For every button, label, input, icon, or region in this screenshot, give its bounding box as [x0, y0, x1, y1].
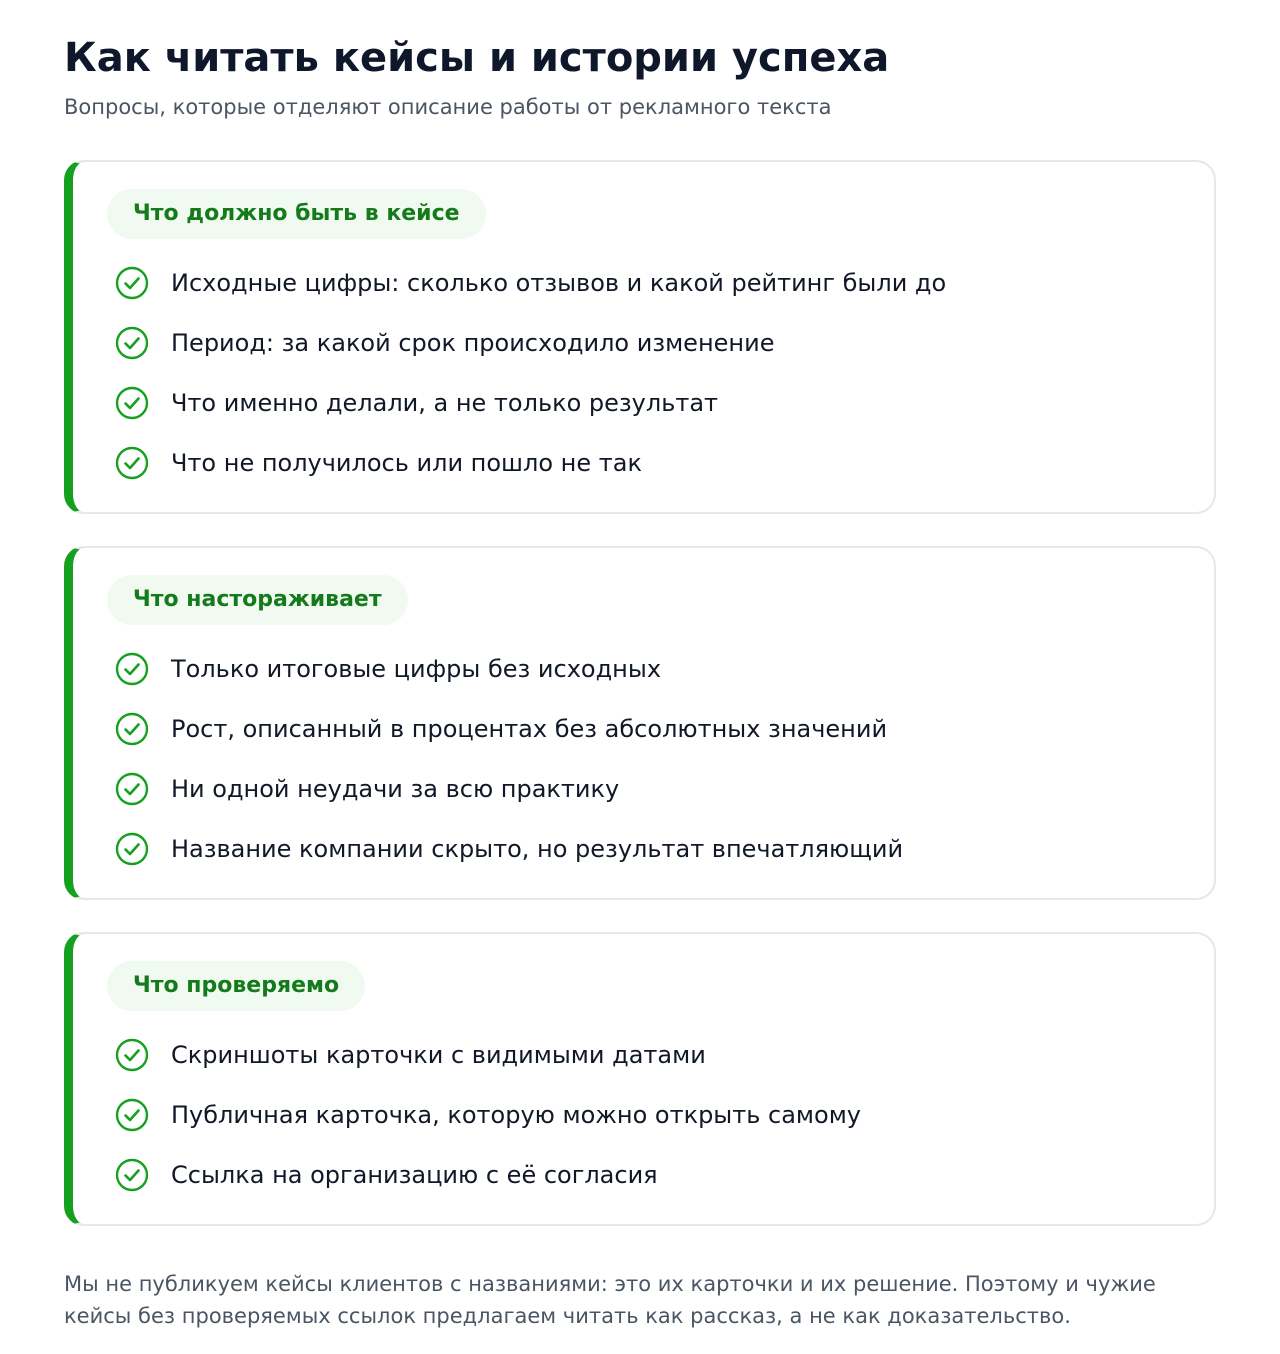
check-circle-icon [115, 446, 149, 480]
list-item-text: Период: за какой срок происходило изменение [171, 329, 775, 357]
check-circle-icon [115, 1098, 149, 1132]
page-subtitle: Вопросы, которые отделяют описание работы от рекламного текста [64, 95, 832, 119]
check-circle-icon [115, 326, 149, 360]
check-circle-icon [115, 832, 149, 866]
list-item [107, 1145, 1174, 1205]
list-item-text: Название компании скрыто, но результат впечатляющий [171, 835, 904, 863]
check-circle-icon [115, 772, 149, 806]
list-item [107, 639, 1174, 699]
section-heading: Что проверяемо [107, 961, 365, 1011]
list-item [107, 1025, 1174, 1085]
list-item-text: Что не получилось или пошло не так [171, 449, 642, 477]
section-list [107, 639, 1174, 879]
list-item-text: Ни одной неудачи за всю практику [171, 775, 620, 803]
list-item [107, 1085, 1174, 1145]
section-card [64, 546, 1216, 900]
list-item-text: Ссылка на организацию с её согласия [171, 1161, 658, 1189]
section-list [107, 253, 1174, 493]
section-heading: Что должно быть в кейсе [107, 189, 486, 239]
check-circle-icon [115, 1038, 149, 1072]
footer-note: Мы не публикуем кейсы клиентов с названиями: это их карточки и их решение. Поэтому и чужие кейсы без проверяемых ссылок предлагаем читать как рассказ, а не как доказательство. [64, 1272, 1156, 1328]
list-item-text: Что именно делали, а не только результат [171, 389, 719, 417]
section-card [64, 160, 1216, 514]
list-item-text: Скриншоты карточки с видимыми датами [171, 1041, 706, 1069]
list-item [107, 699, 1174, 759]
list-item [107, 373, 1174, 433]
check-circle-icon [115, 1158, 149, 1192]
sections [64, 160, 1216, 1226]
list-item-text: Публичная карточка, которую можно открыть самому [171, 1101, 861, 1129]
check-circle-icon [115, 266, 149, 300]
section-heading: Что настораживает [107, 575, 408, 625]
check-circle-icon [115, 712, 149, 746]
list-item [107, 819, 1174, 879]
list-item [107, 253, 1174, 313]
list-item-text: Рост, описанный в процентах без абсолютных значений [171, 715, 888, 743]
list-item [107, 313, 1174, 373]
section-card [64, 932, 1216, 1226]
check-circle-icon [115, 652, 149, 686]
list-item [107, 759, 1174, 819]
list-item-text: Только итоговые цифры без исходных [171, 655, 662, 683]
page-title: Как читать кейсы и истории успеха [64, 35, 890, 81]
check-circle-icon [115, 386, 149, 420]
list-item-text: Исходные цифры: сколько отзывов и какой рейтинг были до [171, 269, 947, 297]
section-list [107, 1025, 1174, 1205]
list-item [107, 433, 1174, 493]
